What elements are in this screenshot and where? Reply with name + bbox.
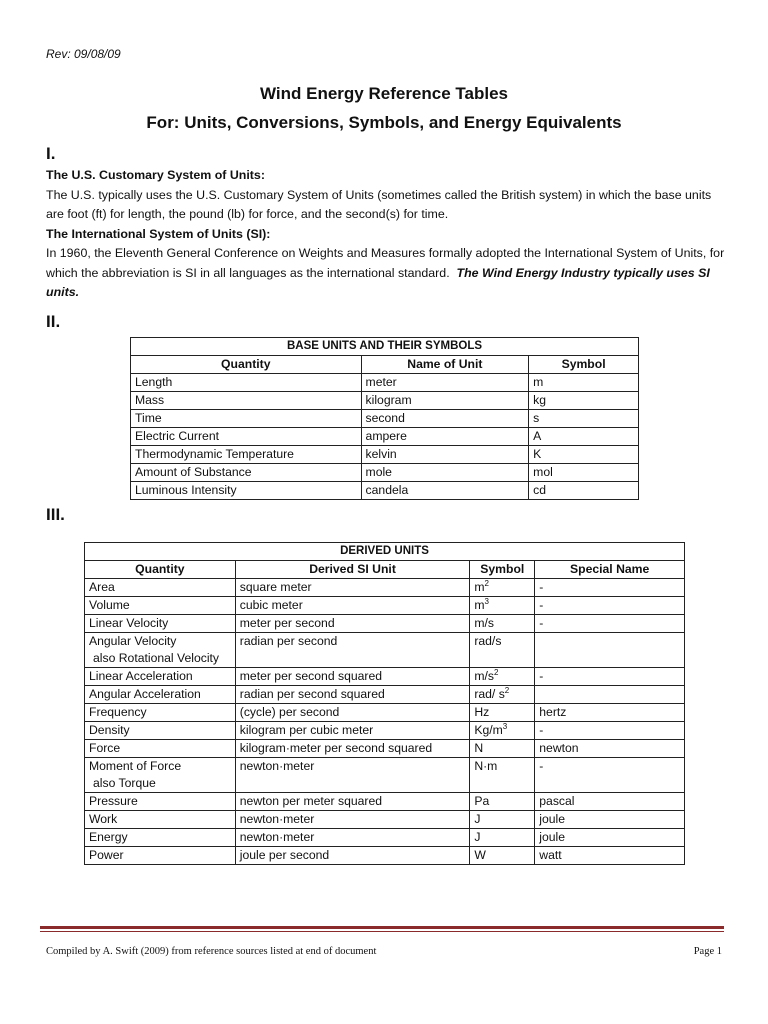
table-cell: m	[529, 374, 639, 392]
quantity-name: Area	[89, 580, 115, 594]
table-caption-row	[131, 338, 639, 356]
quantity-name: Angular Acceleration	[89, 687, 201, 701]
table-cell: K	[529, 446, 639, 464]
unit-cell: square meter	[235, 579, 470, 597]
table-row	[85, 686, 685, 704]
symbol-text: N·m	[474, 759, 498, 773]
derived-units-table	[84, 542, 685, 865]
table-cell: meter	[361, 374, 529, 392]
special-name-cell: newton	[535, 740, 685, 758]
symbol-cell	[470, 740, 535, 758]
special-name-cell	[535, 633, 685, 668]
us-system-heading: The U.S. Customary System of Units:	[46, 168, 265, 182]
table-row	[85, 579, 685, 597]
column-header: Quantity	[131, 356, 362, 374]
footer-credit: Compiled by A. Swift (2009) from reference sources listed at end of document	[46, 946, 377, 957]
special-name-cell: -	[535, 579, 685, 597]
quantity-cell	[85, 704, 236, 722]
symbol-text: m	[474, 580, 485, 594]
section-heading-2: II.	[46, 312, 61, 331]
quantity-name: Pressure	[89, 794, 138, 808]
unit-cell: (cycle) per second	[235, 704, 470, 722]
document-subtitle: For: Units, Conversions, Symbols, and Energy Equivalents	[146, 113, 622, 132]
symbol-cell	[470, 758, 535, 793]
table-cell: Amount of Substance	[131, 464, 362, 482]
table-row	[85, 704, 685, 722]
table-header-row	[85, 561, 685, 579]
symbol-cell	[470, 811, 535, 829]
quantity-cell	[85, 579, 236, 597]
quantity-cell	[85, 633, 236, 668]
si-system-heading: The International System of Units (SI):	[46, 226, 271, 241]
table-row	[85, 597, 685, 615]
table-row	[131, 464, 639, 482]
footer-rule-thick	[40, 926, 724, 929]
symbol-cell	[470, 668, 535, 686]
special-name-cell	[535, 686, 685, 704]
column-header: Derived SI Unit	[235, 561, 470, 579]
table-row	[85, 829, 685, 847]
table-caption-row	[85, 543, 685, 561]
table-row	[85, 793, 685, 811]
symbol-cell	[470, 847, 535, 865]
column-header: Name of Unit	[361, 356, 529, 374]
symbol-text: m	[474, 598, 485, 612]
symbol-cell	[470, 633, 535, 668]
table-cell: s	[529, 410, 639, 428]
special-name-cell: watt	[535, 847, 685, 865]
table-row	[85, 811, 685, 829]
special-name-cell: joule	[535, 811, 685, 829]
table-row	[85, 722, 685, 740]
table-cell: ampere	[361, 428, 529, 446]
unit-cell: newton·meter	[235, 758, 470, 793]
table-row	[131, 482, 639, 500]
symbol-exponent: 3	[502, 721, 508, 731]
column-header: Symbol	[470, 561, 535, 579]
quantity-name: Moment of Force	[89, 759, 182, 773]
quantity-name: Density	[89, 723, 130, 737]
special-name-cell: -	[535, 615, 685, 633]
quantity-cell	[85, 722, 236, 740]
symbol-text: N	[474, 741, 484, 755]
special-name-cell: -	[535, 668, 685, 686]
unit-cell: cubic meter	[235, 597, 470, 615]
quantity-name: Work	[89, 812, 118, 826]
table-row	[131, 428, 639, 446]
symbol-text: rad/ s	[474, 687, 505, 701]
special-name-cell: pascal	[535, 793, 685, 811]
quantity-cell	[85, 793, 236, 811]
symbol-cell	[470, 579, 535, 597]
table-cell: Time	[131, 410, 362, 428]
table-cell: kg	[529, 392, 639, 410]
unit-cell: radian per second squared	[235, 686, 470, 704]
document-title: Wind Energy Reference Tables	[260, 84, 508, 103]
symbol-cell	[470, 722, 535, 740]
symbol-exponent: 3	[484, 596, 489, 606]
table-cell: kilogram	[361, 392, 529, 410]
column-header: Quantity	[85, 561, 236, 579]
derived-table-caption: DERIVED UNITS	[85, 543, 685, 561]
page-number: Page 1	[693, 946, 722, 957]
symbol-text: J	[474, 830, 481, 844]
quantity-name: Power	[89, 848, 124, 862]
footer-rule-thin	[40, 931, 724, 932]
symbol-text: Hz	[474, 705, 490, 719]
table-cell: Electric Current	[131, 428, 362, 446]
table-row	[85, 615, 685, 633]
base-table-caption: BASE UNITS AND THEIR SYMBOLS	[131, 338, 639, 356]
unit-cell: meter per second squared	[235, 668, 470, 686]
base-units-table	[130, 337, 639, 500]
table-cell: second	[361, 410, 529, 428]
table-cell: cd	[529, 482, 639, 500]
intro-text	[46, 166, 726, 303]
quantity-cell	[85, 668, 236, 686]
si-emphasis-text: The Wind Energy Industry typically uses SI units.	[46, 265, 710, 299]
column-header: Special Name	[535, 561, 685, 579]
table-row	[131, 446, 639, 464]
quantity-alias: also Torque	[93, 776, 156, 790]
unit-cell: kilogram per cubic meter	[235, 722, 470, 740]
quantity-name: Volume	[89, 598, 130, 612]
quantity-cell	[85, 847, 236, 865]
table-row	[85, 740, 685, 758]
special-name-cell: -	[535, 597, 685, 615]
quantity-cell	[85, 615, 236, 633]
symbol-cell	[470, 793, 535, 811]
unit-cell: newton·meter	[235, 829, 470, 847]
special-name-cell: hertz	[535, 704, 685, 722]
table-cell: Mass	[131, 392, 362, 410]
quantity-alias: also Rotational Velocity	[93, 651, 220, 665]
symbol-text: W	[474, 848, 486, 862]
quantity-cell	[85, 829, 236, 847]
special-name-cell: -	[535, 722, 685, 740]
table-row	[85, 668, 685, 686]
table-row	[131, 410, 639, 428]
quantity-cell	[85, 740, 236, 758]
symbol-text: rad/s	[474, 634, 502, 648]
quantity-name: Angular Velocity	[89, 634, 177, 648]
symbol-cell	[470, 597, 535, 615]
unit-cell: joule per second	[235, 847, 470, 865]
quantity-cell	[85, 758, 236, 793]
table-row	[131, 374, 639, 392]
section-heading-1: I.	[46, 144, 56, 163]
table-header-row	[131, 356, 639, 374]
table-cell: candela	[361, 482, 529, 500]
table-cell: mol	[529, 464, 639, 482]
table-row	[85, 758, 685, 793]
table-row	[131, 392, 639, 410]
symbol-cell	[470, 704, 535, 722]
symbol-exponent: 2	[484, 578, 489, 588]
si-system-paragraph	[46, 244, 726, 303]
symbol-text: Kg/m	[474, 723, 503, 737]
table-cell: A	[529, 428, 639, 446]
symbol-exponent: 2	[493, 667, 499, 677]
table-cell: Thermodynamic Temperature	[131, 446, 362, 464]
symbol-cell	[470, 615, 535, 633]
symbol-text: Pa	[474, 794, 490, 808]
special-name-cell: joule	[535, 829, 685, 847]
symbol-text: J	[474, 812, 481, 826]
symbol-exponent: 2	[504, 685, 510, 695]
quantity-cell	[85, 597, 236, 615]
revision-date: Rev: 09/08/09	[46, 47, 121, 61]
table-cell: Length	[131, 374, 362, 392]
unit-cell: radian per second	[235, 633, 470, 668]
unit-cell: newton per meter squared	[235, 793, 470, 811]
quantity-name: Force	[89, 741, 121, 755]
table-cell: mole	[361, 464, 529, 482]
table-row	[85, 847, 685, 865]
symbol-cell	[470, 686, 535, 704]
us-system-text: The U.S. typically uses the U.S. Customary System of Units (sometimes called the British system) in which the base units are foot (ft) for length, the pound (lb) for force, and the second(s) for time.	[46, 187, 712, 221]
table-row	[85, 633, 685, 668]
si-system-text: In 1960, the Eleventh General Conference on Weights and Measures formally adopted the International System of Units, for which the abbreviation is SI in all languages as the international standard.	[46, 246, 725, 280]
quantity-name: Linear Velocity	[89, 616, 169, 630]
symbol-text: m/s	[474, 669, 494, 683]
quantity-cell	[85, 686, 236, 704]
symbol-cell	[470, 829, 535, 847]
section-heading-3: III.	[46, 505, 65, 524]
special-name-cell: -	[535, 758, 685, 793]
quantity-cell	[85, 811, 236, 829]
table-cell: kelvin	[361, 446, 529, 464]
table-cell: Luminous Intensity	[131, 482, 362, 500]
symbol-text: m/s	[474, 616, 494, 630]
quantity-name: Frequency	[89, 705, 147, 719]
quantity-name: Energy	[89, 830, 128, 844]
column-header: Symbol	[529, 356, 639, 374]
quantity-name: Linear Acceleration	[89, 669, 193, 683]
unit-cell: kilogram·meter per second squared	[235, 740, 470, 758]
unit-cell: meter per second	[235, 615, 470, 633]
unit-cell: newton·meter	[235, 811, 470, 829]
